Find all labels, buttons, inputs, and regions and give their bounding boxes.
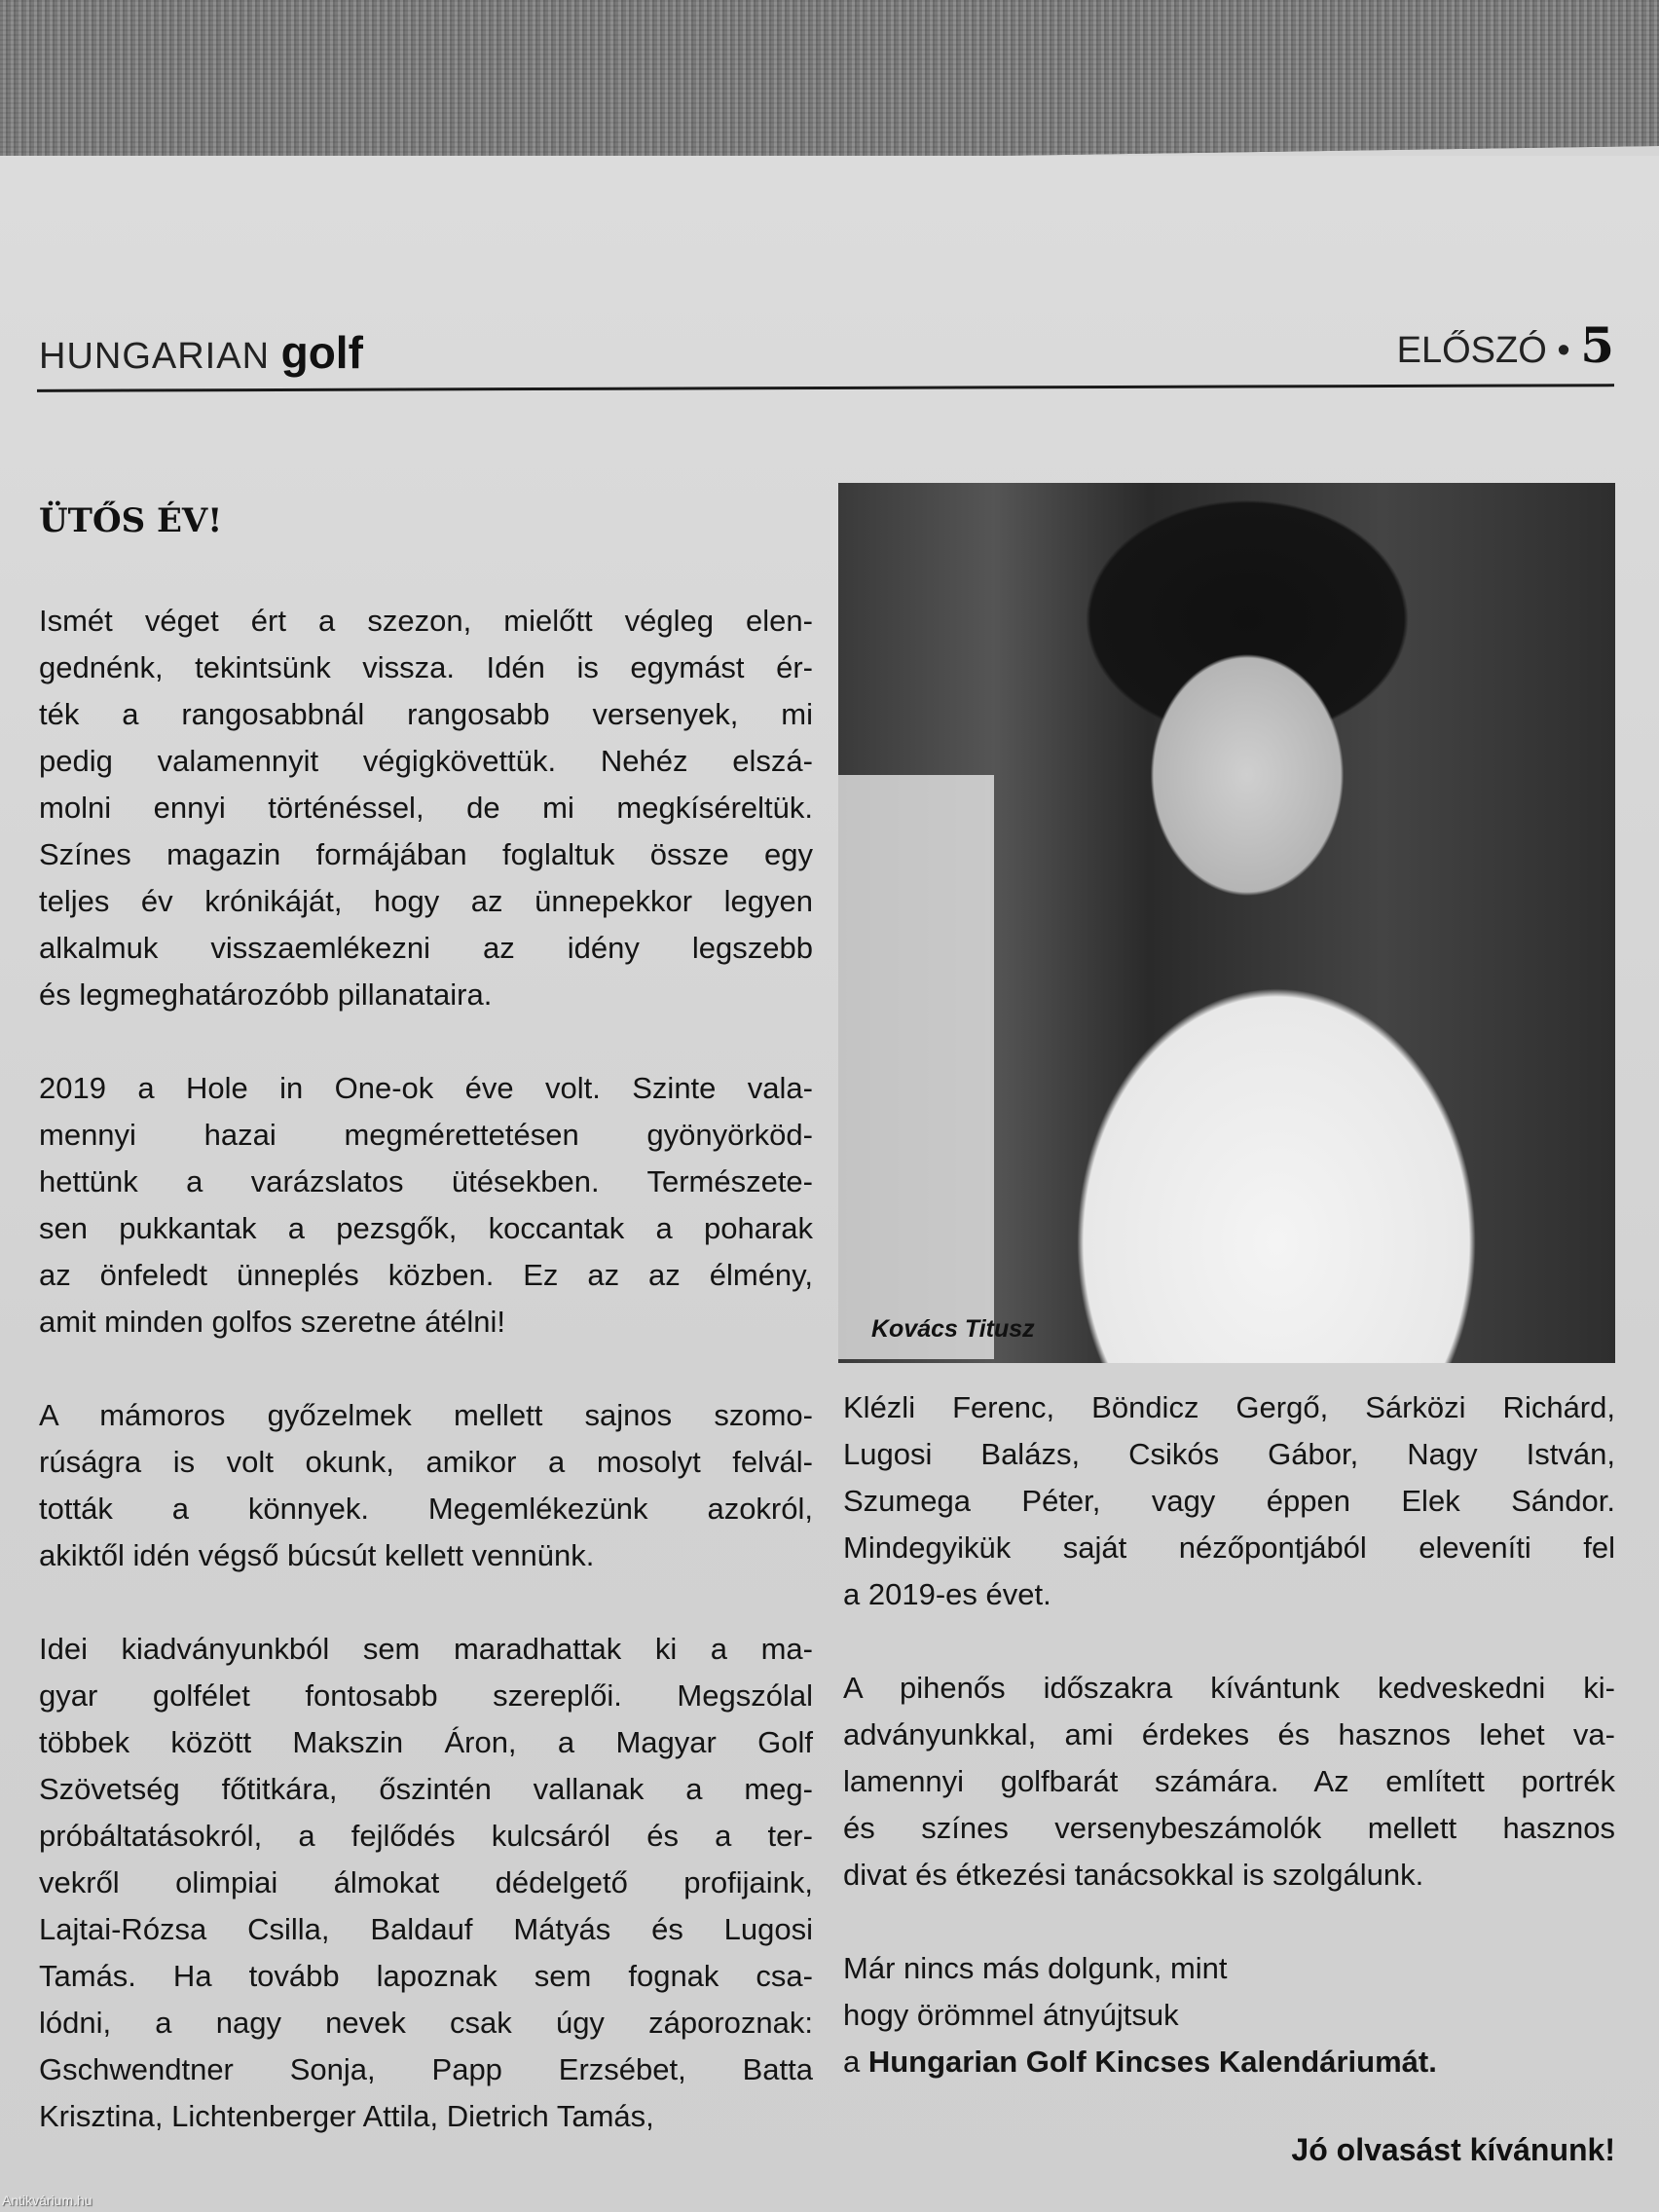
text-line: divat és étkezési tanácsokkal is szolgálunk.: [843, 1858, 1424, 1892]
magazine-brand: [39, 326, 363, 379]
text-line: molni ennyi történéssel, de mi megkíséreltük.: [39, 791, 813, 825]
text-line: lódni, a nagy nevek csak úgy záporoznak:: [39, 2006, 813, 2040]
text-line: adványunkkal, ami érdekes és hasznos lehet va-: [843, 1717, 1615, 1751]
text-line: lamennyi golfbarát számára. Az említett portrék: [843, 1764, 1615, 1798]
text-line: mennyi hazai megmérettetésen gyönyörköd-: [39, 1118, 813, 1152]
text-line: Lugosi Balázs, Csikós Gábor, Nagy István,: [843, 1437, 1615, 1471]
text-line: és legmeghatározóbb pillanataira.: [39, 977, 493, 1012]
text-line: sen pukkantak a pezsgők, koccantak a poharak: [39, 1211, 813, 1245]
text-line: a 2019-es évet.: [843, 1577, 1051, 1611]
portrait-photo: [838, 483, 1615, 1363]
right-paragraphs: [843, 1384, 1615, 1899]
text-line: Ismét véget ért a szezon, mielőtt végleg elen-: [39, 604, 813, 638]
text-line: teljes év krónikáját, hogy az ünnepekkor legyen: [39, 884, 813, 918]
paragraph: [39, 1626, 813, 2140]
text-line: hogy örömmel átnyújtsuk: [843, 1998, 1179, 2032]
photo-caption: Kovács Titusz: [871, 1315, 1035, 1343]
text-line: próbáltatásokról, a fejlődés kulcsáról és a ter-: [39, 1819, 813, 1853]
text-line: Krisztina, Lichtenberger Attila, Dietrich Tamás,: [39, 2099, 654, 2133]
text-line: gednénk, tekintsünk vissza. Idén is egymást ér-: [39, 650, 813, 684]
final-paragraph: [843, 1945, 1615, 2085]
text-line: Már nincs más dolgunk, mint: [843, 1951, 1228, 1985]
text-line: rúságra is volt okunk, amikor a mosolyt felvál-: [39, 1445, 813, 1479]
text-line: és színes versenybeszámolók mellett hasznos: [843, 1811, 1615, 1845]
text-line: Színes magazin formájában foglaltuk össze egy: [39, 837, 813, 871]
left-column: [39, 598, 813, 2187]
text-line: A mámoros győzelmek mellett sajnos szomo-: [39, 1398, 813, 1432]
text-line: Klézli Ferenc, Böndicz Gergő, Sárközi Richárd,: [843, 1390, 1615, 1424]
text-line: gyar golfélet fontosabb szereplői. Megszólal: [39, 1678, 813, 1713]
text-line: 2019 a Hole in One-ok éve volt. Szinte vala-: [39, 1071, 813, 1105]
page-number: 5: [1580, 316, 1614, 374]
paragraph: [39, 1392, 813, 1579]
text-line: többek között Makszin Áron, a Magyar Golf: [39, 1725, 813, 1759]
background-fabric: [0, 0, 1659, 167]
text-line: Idei kiadványunkból sem maradhattak ki a ma-: [39, 1632, 813, 1666]
section-header: [1397, 316, 1614, 374]
text-line: hettünk a varázslatos ütésekben. Természete-: [39, 1164, 813, 1198]
right-column: [843, 1384, 1615, 2132]
closing-line: Jó olvasást kívánunk!: [1291, 2132, 1615, 2167]
text-line: akiktől idén végső búcsút kellett vennünk.: [39, 1538, 595, 1572]
text-line: ték a rangosabbnál rangosabb versenyek, mi: [39, 697, 813, 731]
text-line: Gschwendtner Sonja, Papp Erzsébet, Batta: [39, 2052, 813, 2086]
text-line: amit minden golfos szeretne átélni!: [39, 1305, 506, 1339]
text-line: az önfeledt ünneplés közben. Ez az az élmény,: [39, 1258, 813, 1292]
publication-name: Hungarian Golf Kincses Kalendáriumát.: [867, 2045, 1437, 2079]
text-line: alkalmuk visszaemlékezni az idény legszebb: [39, 931, 813, 965]
text-line: Tamás. Ha tovább lapoznak sem fognak csa-: [39, 1959, 813, 1993]
brand-bold: golf: [280, 327, 363, 378]
watermark: Antikvárium.hu: [2, 2193, 92, 2208]
brand-light: HUNGARIAN: [39, 336, 271, 377]
text-line: pedig valamennyit végigkövettük. Nehéz elszá-: [39, 744, 813, 778]
text-line: vekről olimpiai álmokat dédelgető profijaink,: [39, 1865, 813, 1899]
paragraph: [843, 1384, 1615, 1618]
text-line: tották a könnyek. Megemlékezünk azokról,: [39, 1492, 813, 1526]
text-line: Szumega Péter, vagy éppen Elek Sándor.: [843, 1484, 1615, 1518]
text-line: Szövetség főtitkára, őszintén vallanak a meg-: [39, 1772, 813, 1806]
text-fragment: a: [843, 2045, 868, 2079]
section-label: ELŐSZÓ •: [1396, 330, 1570, 371]
text-line: Mindegyikük saját nézőpontjából eleveníti fel: [843, 1530, 1615, 1565]
text-line: Lajtai-Rózsa Csilla, Baldauf Mátyás és Lugosi: [39, 1912, 813, 1946]
paragraph: [39, 1065, 813, 1346]
text-line: A pihenős időszakra kívántunk kedveskedni ki-: [843, 1671, 1615, 1705]
photo-chair: [838, 775, 994, 1359]
paragraph: [39, 598, 813, 1018]
paragraph: [843, 1665, 1615, 1899]
article-title: ÜTŐS ÉV!: [39, 501, 223, 540]
text-line: [843, 2039, 1615, 2085]
